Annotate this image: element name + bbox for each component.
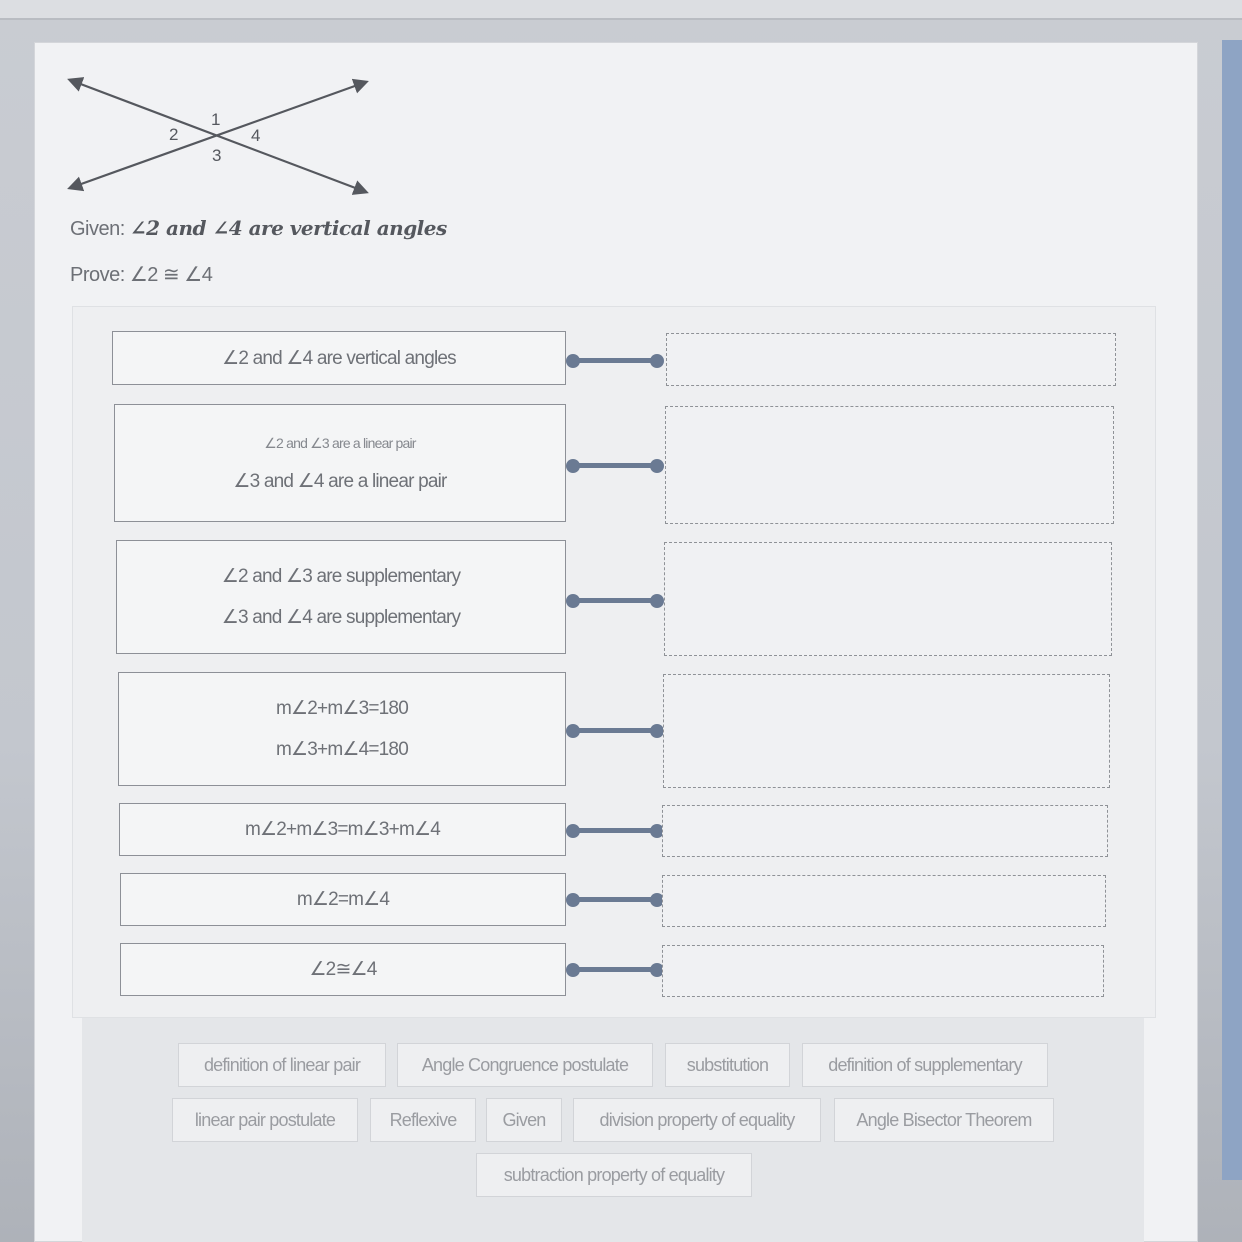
connector-3-end-dot[interactable] bbox=[650, 594, 664, 608]
statement-5-line-1: m∠2+m∠3=m∠3+m∠4 bbox=[245, 819, 440, 840]
statement-2 bbox=[114, 404, 566, 522]
reason-tile-definition-of-supplementary[interactable]: definition of supplementary bbox=[802, 1043, 1048, 1087]
reason-drop-zone-1[interactable] bbox=[666, 333, 1116, 386]
reason-drop-zone-2[interactable] bbox=[665, 406, 1114, 524]
statement-2-line-2: ∠3 and ∠4 are a linear pair bbox=[233, 470, 447, 492]
statement-3 bbox=[116, 540, 566, 654]
connector-1-start-dot bbox=[566, 354, 580, 368]
connector-2-start-dot bbox=[566, 459, 580, 473]
reason-drop-zone-3[interactable] bbox=[664, 542, 1112, 656]
connector-1 bbox=[572, 358, 658, 363]
browser-top-strip bbox=[0, 0, 1242, 20]
connector-2 bbox=[572, 463, 658, 468]
connector-1-end-dot[interactable] bbox=[650, 354, 664, 368]
statement-1 bbox=[112, 331, 566, 385]
statement-4-line-2: m∠3+m∠4=180 bbox=[276, 739, 408, 760]
statement-7 bbox=[120, 943, 566, 996]
given-text: ∠2 and ∠4 are vertical angles bbox=[129, 216, 447, 240]
statement-4 bbox=[118, 672, 566, 786]
reason-tile-angle-congruence-postulate[interactable]: Angle Congruence postulate bbox=[397, 1043, 653, 1087]
connector-5-start-dot bbox=[566, 824, 580, 838]
connector-5 bbox=[572, 828, 658, 833]
connector-4 bbox=[572, 728, 658, 733]
reason-tile-angle-bisector-theorem[interactable]: Angle Bisector Theorem bbox=[834, 1098, 1054, 1142]
reason-drop-zone-6[interactable] bbox=[662, 875, 1106, 927]
reason-tile-linear-pair-postulate[interactable]: linear pair postulate bbox=[172, 1098, 358, 1142]
connector-3 bbox=[572, 598, 658, 603]
reason-drop-zone-7[interactable] bbox=[662, 945, 1104, 997]
connector-6 bbox=[572, 897, 658, 902]
reason-tile-division-property-of-equality[interactable]: division property of equality bbox=[573, 1098, 821, 1142]
prove-statement bbox=[70, 262, 212, 287]
given-statement bbox=[70, 216, 447, 241]
side-scrollbar[interactable] bbox=[1222, 40, 1242, 1180]
angle-label-1: 1 bbox=[211, 110, 221, 129]
reason-tile-reflexive[interactable]: Reflexive bbox=[370, 1098, 476, 1142]
connector-3-start-dot bbox=[566, 594, 580, 608]
statement-1-line-1: ∠2 and ∠4 are vertical angles bbox=[222, 347, 456, 369]
connector-6-start-dot bbox=[566, 893, 580, 907]
statement-4-line-1: m∠2+m∠3=180 bbox=[276, 698, 408, 719]
connector-7-start-dot bbox=[566, 963, 580, 977]
statement-7-line-1: ∠2≅∠4 bbox=[309, 959, 377, 980]
statement-2-line-1: ∠2 and ∠3 are a linear pair bbox=[264, 434, 416, 451]
reason-drop-zone-4[interactable] bbox=[663, 674, 1110, 788]
reason-tile-subtraction-property-of-equality[interactable]: subtraction property of equality bbox=[476, 1153, 752, 1197]
connector-2-end-dot[interactable] bbox=[650, 459, 664, 473]
angle-label-4: 4 bbox=[251, 126, 261, 145]
angle-label-3: 3 bbox=[212, 146, 222, 165]
reason-drop-zone-5[interactable] bbox=[662, 805, 1108, 857]
prove-text: ∠2 ≅ ∠4 bbox=[129, 264, 213, 286]
statement-5 bbox=[119, 803, 566, 856]
given-prefix: Given: bbox=[70, 218, 125, 240]
reason-tile-substitution[interactable]: substitution bbox=[665, 1043, 790, 1087]
connector-4-end-dot[interactable] bbox=[650, 724, 664, 738]
statement-6 bbox=[120, 873, 566, 926]
reason-tile-given[interactable]: Given bbox=[486, 1098, 562, 1142]
angle-label-2: 2 bbox=[169, 125, 179, 144]
statement-3-line-2: ∠3 and ∠4 are supplementary bbox=[221, 607, 461, 628]
vertical-angles-diagram bbox=[58, 70, 378, 200]
prove-prefix: Prove: bbox=[70, 264, 125, 286]
reason-tile-definition-of-linear-pair[interactable]: definition of linear pair bbox=[178, 1043, 386, 1087]
statement-6-line-1: m∠2=m∠4 bbox=[296, 889, 390, 910]
connector-7 bbox=[572, 967, 658, 972]
connector-4-start-dot bbox=[566, 724, 580, 738]
statement-3-line-1: ∠2 and ∠3 are supplementary bbox=[221, 566, 461, 587]
